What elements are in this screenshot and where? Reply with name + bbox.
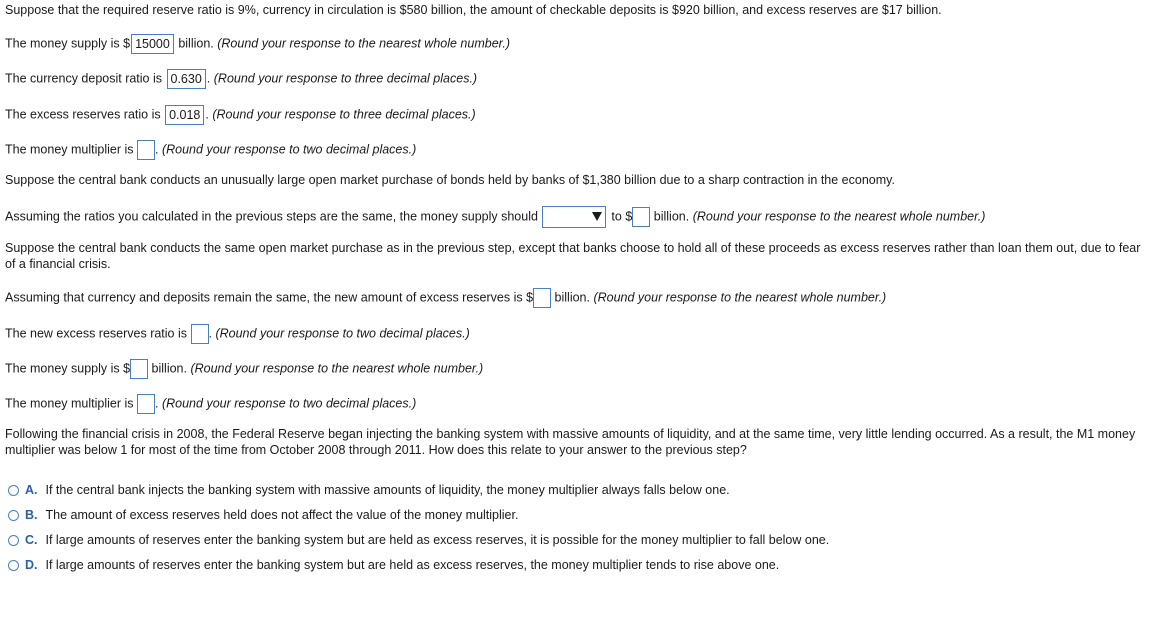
money-supply-input[interactable]: 15000 (131, 34, 174, 54)
option-b[interactable] (8, 507, 518, 523)
option-c-radio[interactable] (8, 535, 19, 546)
option-a-radio[interactable] (8, 485, 19, 496)
q9-label: The money multiplier is (5, 396, 134, 411)
q5-label: Assuming the ratios you calculated in the previous steps are the same, the money supply should (5, 209, 538, 224)
new-excess-reserves-ratio-input[interactable] (191, 324, 209, 344)
option-b-text: The amount of excess reserves held does not affect the value of the money multiplier. (45, 508, 519, 522)
q1-label: The money supply is $ (5, 36, 131, 51)
option-c[interactable] (8, 532, 829, 548)
q7-label: The new excess reserves ratio is (5, 326, 188, 341)
option-d-text: If large amounts of reserves enter the banking system but are held as excess reserves, the money multiplier tends to rise above one. (45, 558, 780, 572)
new-money-supply-input[interactable] (632, 207, 650, 227)
question-excess-reserves-ratio (5, 105, 476, 125)
q6-unit: billion. (554, 290, 590, 305)
q8-unit: billion. (151, 361, 187, 376)
option-a[interactable] (8, 482, 730, 498)
option-d[interactable] (8, 557, 779, 573)
q1-unit: billion. (178, 36, 214, 51)
final-question-text: Following the financial crisis in 2008, the Federal Reserve began injecting the banking system with massive amounts of liquidity, and at the same time, very little lending occurred. As a result, the M1 money multiplier was below 1 for most of the time from October 2008 through 2011. How does this relate to your answer to the previous step? (5, 427, 1136, 457)
option-a-letter: A. (25, 483, 38, 497)
q6-hint: (Round your response to the nearest whole number.) (593, 290, 887, 305)
question-currency-deposit-ratio (5, 69, 477, 89)
q3-hint: (Round your response to three decimal places.) (212, 107, 476, 122)
intro-text: Suppose that the required reserve ratio is 9%, currency in circulation is $580 billion, the amount of checkable deposits is $920 billion, and excess reserves are $17 billion. (5, 3, 942, 17)
question-money-supply-2 (5, 359, 483, 379)
q6-label: Assuming that currency and deposits remain the same, the new amount of excess reserves is $ (5, 290, 534, 305)
question-new-excess-reserves-ratio (5, 324, 470, 344)
question-money-multiplier (5, 140, 416, 160)
q7-period: . (208, 326, 212, 341)
option-d-radio[interactable] (8, 560, 19, 571)
q2-label: The currency deposit ratio is (5, 71, 163, 86)
option-a-text: If the central bank injects the banking system with massive amounts of liquidity, the money multiplier always falls below one. (45, 483, 730, 497)
option-b-radio[interactable] (8, 510, 19, 521)
question-new-excess-reserves (5, 288, 886, 308)
q4-label: The money multiplier is (5, 142, 134, 157)
q2-hint: (Round your response to three decimal places.) (213, 71, 478, 86)
q5-unit: billion. (653, 209, 690, 224)
option-d-letter: D. (25, 558, 38, 572)
money-supply-2-input[interactable] (130, 359, 148, 379)
q4-hint: (Round your response to two decimal places.) (161, 142, 417, 157)
q8-label: The money supply is $ (5, 361, 131, 376)
excess-reserves-ratio-input[interactable]: 0.018 (165, 105, 204, 125)
q4-period: . (155, 142, 159, 157)
option-c-letter: C. (25, 533, 38, 547)
q3-period: . (205, 107, 209, 122)
q7-hint: (Round your response to two decimal places.) (215, 326, 470, 341)
scenario-excess-reserves: Suppose the central bank conducts the same open market purchase as in the previous step, except that banks choose to hold all of these proceeds as excess reserves rather than loan them out, due to fear of a financial crisis. (5, 241, 1141, 271)
q8-hint: (Round your response to the nearest whole number.) (190, 361, 484, 376)
q2-period: . (206, 71, 211, 86)
question-money-multiplier-2 (5, 394, 416, 414)
q5-hint: (Round your response to the nearest whole number.) (692, 209, 986, 224)
q9-hint: (Round your response to two decimal places.) (161, 396, 417, 411)
money-multiplier-2-input[interactable] (137, 394, 155, 414)
q9-period: . (155, 396, 159, 411)
question-money-supply-change (5, 206, 985, 228)
currency-deposit-ratio-input[interactable]: 0.630 (167, 69, 206, 89)
dropdown-arrow-icon (592, 212, 602, 221)
new-excess-reserves-input[interactable] (533, 288, 551, 308)
option-b-letter: B. (25, 508, 38, 522)
question-money-supply (5, 34, 510, 54)
q1-hint: (Round your response to the nearest whole number.) (217, 36, 510, 51)
money-supply-direction-dropdown[interactable] (542, 206, 606, 228)
q5-to-label: to $ (611, 209, 633, 224)
money-multiplier-input[interactable] (137, 140, 155, 160)
option-c-text: If large amounts of reserves enter the banking system but are held as excess reserves, it is possible for the money multiplier to fall below one. (45, 533, 830, 547)
q3-label: The excess reserves ratio is (5, 107, 161, 122)
scenario-open-market-purchase: Suppose the central bank conducts an unusually large open market purchase of bonds held by banks of $1,380 billion due to a sharp contraction in the economy. (5, 173, 895, 187)
